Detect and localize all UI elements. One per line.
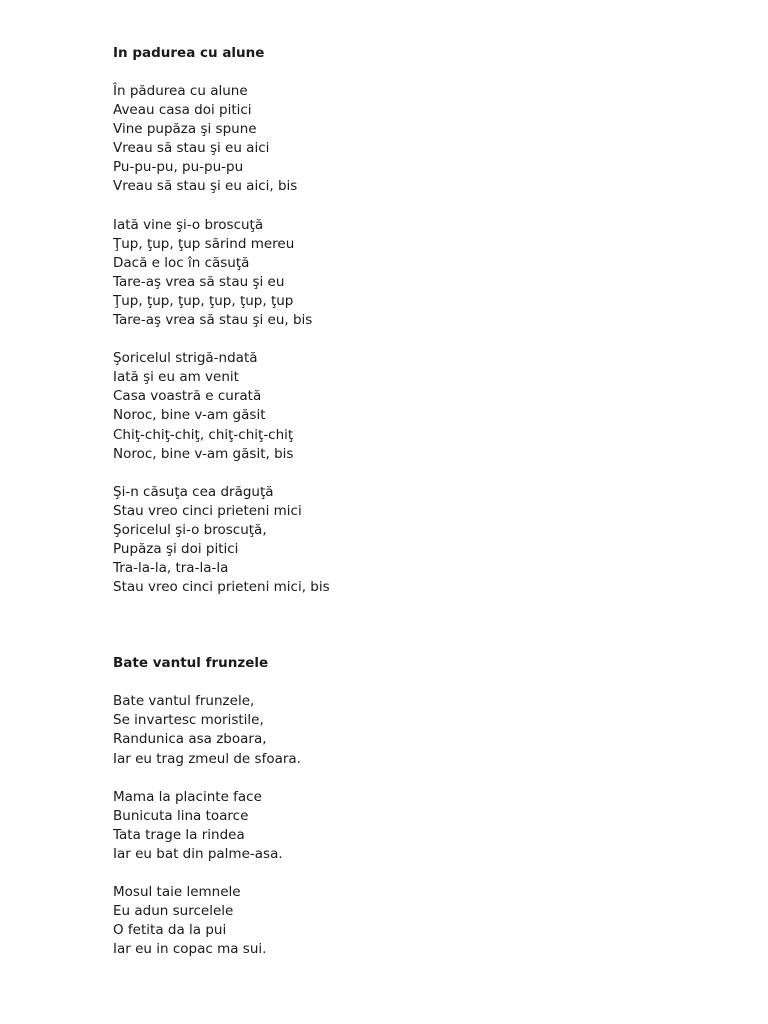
verse-line: Tare-aş vrea să stau şi eu	[113, 273, 285, 290]
verse-line: Mama la placinte face	[113, 788, 262, 805]
verse-line: Vine pupăza şi spune	[113, 121, 257, 138]
verse-line: Vreau să stau şi eu aici, bis	[113, 178, 298, 195]
stanza-2	[113, 216, 713, 331]
stanza-3	[113, 349, 713, 464]
verse-line: Dacă e loc în căsuţă	[113, 254, 250, 271]
verse-line: Casa voastră e curată	[113, 388, 262, 405]
verse-line: Pu-pu-pu, pu-pu-pu	[113, 159, 244, 176]
verse-line: Şoricelul şi-o broscuţă,	[113, 521, 267, 538]
verse-line: Mosul taie lemnele	[113, 884, 241, 900]
verse-line: Şoricelul strigă-ndată	[113, 350, 258, 367]
stanza-3	[113, 883, 713, 959]
verse-line: În pădurea cu alune	[113, 83, 248, 99]
verse-line: Eu adun surcelele	[113, 903, 234, 920]
stanza-4	[113, 483, 713, 598]
verse-line: Pupăza şi doi pitici	[113, 540, 239, 557]
verse-line: Iată vine şi-o broscuţă	[113, 216, 264, 233]
verse-line: Vreau să stau şi eu aici	[113, 140, 270, 157]
verse-line: Chiţ-chiţ-chiţ, chiţ-chiţ-chiţ	[113, 426, 294, 443]
song-2	[113, 654, 713, 959]
stanza-1	[113, 692, 713, 768]
verse-line: Tra-la-la, tra-la-la	[113, 560, 229, 577]
stanza-2	[113, 788, 713, 864]
verse-line: Iată şi eu am venit	[113, 369, 239, 386]
verse-line: O fetita da la pui	[113, 922, 227, 939]
verse-line: Iar eu trag zmeul de sfoara.	[113, 750, 301, 767]
song-title: In padurea cu alune	[113, 45, 265, 61]
verse-line: Tare-aş vrea să stau şi eu, bis	[113, 312, 313, 329]
verse-line: Iar eu bat din palme-asa.	[113, 845, 283, 862]
verse-line: Bate vantul frunzele,	[113, 693, 255, 710]
verse-line: Noroc, bine v-am găsit	[113, 407, 266, 424]
verse-line: Stau vreo cinci prieteni mici	[113, 502, 302, 519]
stanza-1	[113, 82, 713, 197]
verse-line: Tata trage la rindea	[113, 826, 245, 843]
verse-line: Bunicuta lina toarce	[113, 807, 249, 824]
verse-line: Ţup, ţup, ţup sărind mereu	[113, 235, 295, 252]
verse-line: Noroc, bine v-am găsit, bis	[113, 445, 294, 462]
verse-line: Iar eu in copac ma sui.	[113, 941, 267, 958]
verse-line: Aveau casa doi pitici	[113, 102, 252, 119]
song-1	[113, 44, 713, 597]
document-page	[113, 44, 713, 959]
verse-line: Şi-n căsuţa cea drăguţă	[113, 483, 274, 500]
verse-line: Randunica asa zboara,	[113, 731, 267, 748]
song-title: Bate vantul frunzele	[113, 655, 269, 672]
verse-line: Se invartesc moristile,	[113, 712, 264, 729]
verse-line: Ţup, ţup, ţup, ţup, ţup, ţup	[113, 292, 294, 309]
verse-line: Stau vreo cinci prieteni mici, bis	[113, 579, 330, 596]
